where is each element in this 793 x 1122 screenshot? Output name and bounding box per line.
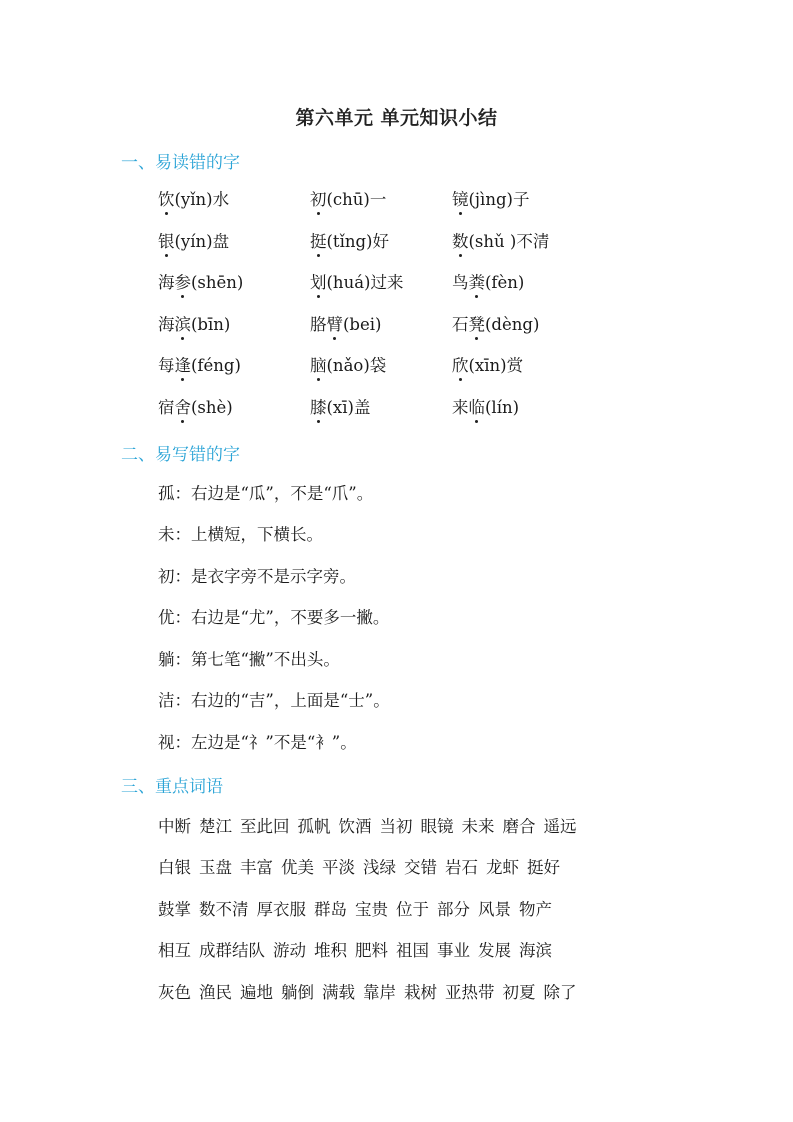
key-word: 中断 [158,817,191,836]
pinyin-entry [310,228,389,252]
entry-prefix: 海 [158,315,175,334]
pinyin-entry [452,228,549,252]
word-row [158,854,568,878]
pinyin-entry [158,186,229,210]
writing-tip: 初：是衣字旁不是示字旁。 [158,567,356,586]
page-title: 第六单元 单元知识小结 [295,107,498,129]
emphasized-char: 逢 [175,352,192,376]
key-word: 优美 [281,858,314,877]
entry-pinyin: (jìng)子 [468,190,530,209]
entry-prefix: 海 [158,273,175,292]
key-word: 平淡 [322,858,355,877]
key-word: 成群结队 [199,941,265,960]
entry-pinyin: (shēn) [191,273,244,292]
pinyin-entry [158,394,233,418]
pinyin-entry [158,352,241,376]
key-word: 孤帆 [297,817,331,836]
section-heading-key-words: 三、重点词语 [121,777,223,797]
entry-pinyin: (lín) [485,398,520,417]
entry-pinyin: (chū)一 [326,190,387,209]
emphasized-char: 脑 [310,352,327,376]
emphasized-char: 欣 [452,352,469,376]
pinyin-entry [158,269,243,293]
key-word: 龙虾 [486,858,519,877]
emphasized-char: 挺 [310,228,327,252]
entry-prefix: 胳 [310,315,327,334]
entry-pinyin: (huá)过来 [326,273,404,292]
section-heading-miswritten: 二、易写错的字 [121,445,240,465]
key-word: 满载 [322,983,355,1002]
key-word: 厚衣服 [256,900,306,919]
key-word: 遍地 [240,983,273,1002]
writing-tip: 未：上横短，下横长。 [158,525,323,544]
emphasized-char: 临 [469,394,486,418]
key-word: 亚热带 [445,983,495,1002]
key-word: 靠岸 [363,983,396,1002]
emphasized-char: 镜 [452,186,469,210]
entry-pinyin: (yín)盘 [174,232,230,251]
entry-pinyin: (bīn) [191,315,231,334]
entry-pinyin: (yǐn)水 [174,190,230,209]
key-word: 游动 [273,941,306,960]
key-word: 玉盘 [199,858,232,877]
writing-tip: 视：左边是“礻”不是“衤”。 [158,733,357,752]
emphasized-char: 凳 [469,311,486,335]
writing-tip: 孤：右边是“瓜”，不是“爪”。 [158,484,374,503]
pinyin-entry [310,311,381,335]
entry-pinyin: (xī)盖 [326,398,371,417]
key-word: 未来 [461,817,495,836]
key-word: 祖国 [396,941,429,960]
key-word: 鼓掌 [158,900,191,919]
writing-tip: 躺：第七笔“撇”不出头。 [158,650,340,669]
key-word: 交错 [404,858,437,877]
entry-prefix: 鸟 [452,273,469,292]
key-word: 事业 [437,941,470,960]
word-row [158,937,560,961]
entry-pinyin: (féng) [191,356,241,375]
key-word: 发展 [478,941,511,960]
key-word: 当初 [379,817,413,836]
entry-pinyin: (nǎo)袋 [326,356,387,375]
key-word: 数不清 [199,900,249,919]
emphasized-char: 饮 [158,186,175,210]
key-word: 丰富 [240,858,273,877]
key-word: 风景 [478,900,511,919]
key-word: 挺好 [527,858,560,877]
key-word: 白银 [158,858,191,877]
entry-pinyin: (shè) [191,398,233,417]
entry-pinyin: (fèn) [485,273,525,292]
word-row [158,979,585,1003]
emphasized-char: 舍 [175,394,192,418]
entry-prefix: 来 [452,398,469,417]
emphasized-char: 划 [310,269,327,293]
key-word: 相互 [158,941,191,960]
key-word: 眼镜 [420,817,454,836]
entry-pinyin: (shǔ )不清 [468,232,550,251]
emphasized-char: 银 [158,228,175,252]
key-word: 栽树 [404,983,437,1002]
key-word: 位于 [396,900,429,919]
emphasized-char: 臂 [327,311,344,335]
key-word: 肥料 [355,941,388,960]
pinyin-entry [452,394,519,418]
pinyin-entry [452,186,529,210]
key-word: 躺倒 [281,983,314,1002]
entry-prefix: 每 [158,356,175,375]
pinyin-entry [452,269,524,293]
key-word: 磨合 [502,817,536,836]
key-word: 灰色 [158,983,191,1002]
entry-pinyin: (tǐng)好 [326,232,389,251]
pinyin-entry [310,352,386,376]
key-word: 部分 [437,900,470,919]
key-word: 饮酒 [338,817,372,836]
key-word: 渔民 [199,983,232,1002]
entry-pinyin: (dèng) [485,315,540,334]
emphasized-char: 初 [310,186,327,210]
emphasized-char: 数 [452,228,469,252]
entry-pinyin: (xīn)赏 [468,356,524,375]
pinyin-entry [158,228,229,252]
key-word: 至此回 [240,817,290,836]
emphasized-char: 膝 [310,394,327,418]
key-word: 海滨 [519,941,552,960]
pinyin-entry [310,394,370,418]
key-word: 初夏 [502,983,536,1002]
key-word: 堆积 [314,941,347,960]
key-word: 物产 [519,900,552,919]
pinyin-entry [452,311,539,335]
pinyin-entry [452,352,523,376]
pinyin-entry [310,186,386,210]
key-word: 宝贵 [355,900,388,919]
writing-tip: 优：右边是“尤”，不要多一撇。 [158,608,390,627]
key-word: 遥远 [543,817,577,836]
word-row [158,896,560,920]
key-word: 楚江 [199,817,232,836]
key-word: 群岛 [314,900,347,919]
entry-prefix: 宿 [158,398,175,417]
emphasized-char: 粪 [469,269,486,293]
key-word: 除了 [543,983,577,1002]
key-word: 浅绿 [363,858,396,877]
emphasized-char: 参 [175,269,192,293]
writing-tip: 洁：右边的“吉”，上面是“士”。 [158,691,390,710]
pinyin-entry [310,269,403,293]
entry-pinyin: (bei) [343,315,382,334]
pinyin-entry [158,311,230,335]
section-heading-misread: 一、易读错的字 [121,153,240,173]
word-row [158,813,585,837]
emphasized-char: 滨 [175,311,192,335]
entry-prefix: 石 [452,315,469,334]
key-word: 岩石 [445,858,478,877]
